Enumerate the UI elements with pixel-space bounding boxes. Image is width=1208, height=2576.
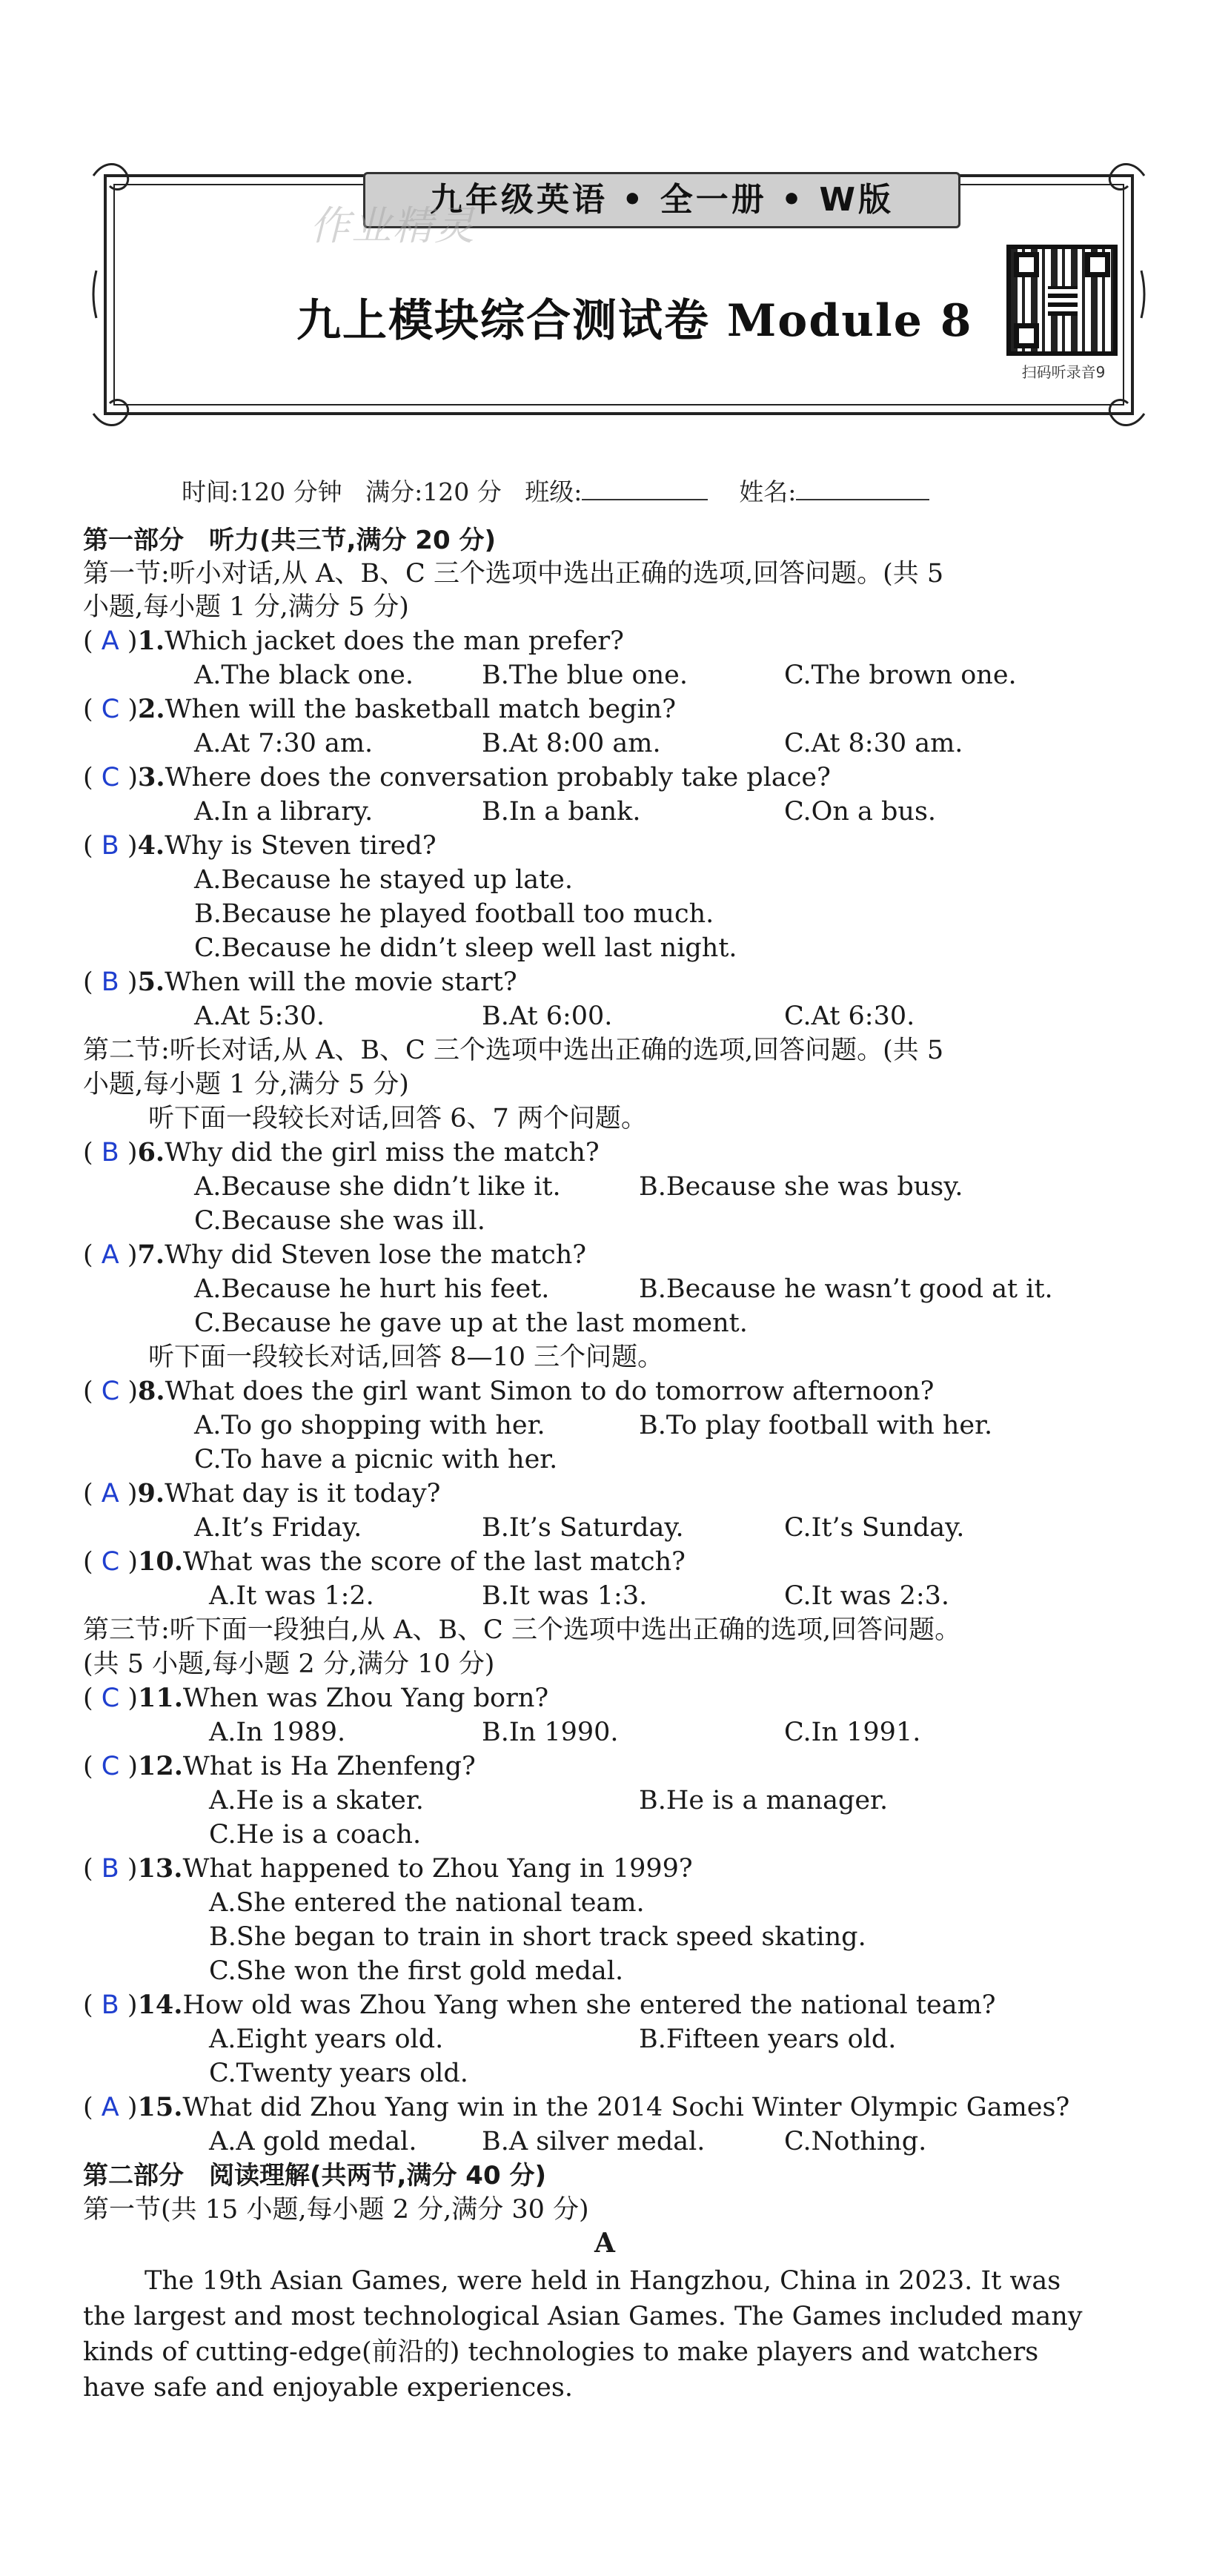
q7-option-a: A.Because he hurt his feet.	[194, 1274, 550, 1304]
q14-option-c: C.Twenty years old.	[209, 2059, 468, 2088]
q14-option-b: B.Fifteen years old.	[639, 2024, 897, 2054]
sec2-intro-1: 听下面一段较长对话,回答 6、7 两个问题。	[148, 1104, 647, 1133]
question-8: ( C )8.What does the girl want Simon to do tomorrow afternoon?	[83, 1376, 935, 1406]
q13-option-b: B.She began to train in short track speed skating.	[209, 1922, 866, 1952]
q11-option-a: A.In 1989.	[209, 1718, 346, 1747]
q7-option-b: B.Because he wasn’t good at it.	[639, 1274, 1053, 1304]
q1-option-a: A.The black one.	[194, 660, 414, 690]
part1-title: 第一部分 听力(共三节,满分 20 分)	[83, 526, 496, 555]
question-11: ( C )11.When was Zhou Yang born?	[83, 1683, 549, 1713]
q9-option-b: B.It’s Saturday.	[482, 1513, 684, 1543]
question-13: ( B )13.What happened to Zhou Yang in 1999?	[83, 1853, 693, 1884]
q14-option-a: A.Eight years old.	[209, 2024, 444, 2054]
q9-option-a: A.It’s Friday.	[194, 1513, 362, 1543]
sec3-instruction-1: 第三节:听下面一段独白,从 A、B、C 三个选项中选出正确的选项,回答问题。	[83, 1615, 961, 1645]
question-15: ( A )15.What did Zhou Yang win in the 2014 Sochi Winter Olympic Games?	[83, 2092, 1070, 2122]
sec2-instruction-1: 第二节:听长对话,从 A、B、C 三个选项中选出正确的选项,回答问题。(共 5	[83, 1036, 944, 1065]
q3-option-b: B.In a bank.	[482, 797, 641, 827]
q9-option-c: C.It’s Sunday.	[784, 1513, 965, 1543]
answer-1: A	[101, 626, 119, 656]
passage-line-1: The 19th Asian Games, were held in Hangzhou, China in 2023. It was	[145, 2266, 1061, 2296]
q10-option-a: A.It was 1:2.	[209, 1581, 374, 1611]
q10-option-b: B.It was 1:3.	[482, 1581, 648, 1611]
q5-option-a: A.At 5:30.	[194, 1001, 325, 1031]
sec2-intro-2: 听下面一段较长对话,回答 8—10 三个问题。	[148, 1342, 664, 1372]
name-label: 姓名:	[739, 477, 797, 506]
q13-option-c: C.She won the first gold medal.	[209, 1956, 624, 1986]
q3-option-a: A.In a library.	[194, 797, 374, 827]
question-7: ( A )7.Why did Steven lose the match?	[83, 1239, 587, 1270]
q2-option-a: A.At 7:30 am.	[194, 729, 374, 758]
q6-option-c: C.Because she was ill.	[194, 1206, 485, 1236]
question-1: ( A )1.Which jacket does the man prefer?	[83, 626, 624, 656]
watermark-text: 作业精灵	[310, 202, 476, 249]
q6-option-b: B.Because she was busy.	[639, 1172, 963, 1202]
qr-label: 扫码听录音9	[1021, 363, 1106, 381]
q2-option-b: B.At 8:00 am.	[482, 729, 661, 758]
q12-option-c: C.He is a coach.	[209, 1820, 422, 1850]
q2-option-c: C.At 8:30 am.	[784, 729, 963, 758]
q1-option-b: B.The blue one.	[482, 660, 688, 690]
question-10: ( C )10.What was the score of the last match?	[83, 1546, 686, 1577]
passage-line-2: the largest and most technological Asian Games. The Games included many	[83, 2302, 1083, 2331]
exam-info-line	[182, 473, 929, 508]
q15-option-a: A.A gold medal.	[209, 2127, 417, 2156]
question-2: ( C )2.When will the basketball match begin?	[83, 694, 676, 724]
passage-label: A	[594, 2228, 615, 2259]
qr-code-icon[interactable]	[1006, 245, 1118, 356]
q12-option-b: B.He is a manager.	[639, 1786, 889, 1815]
q8-option-c: C.To have a picnic with her.	[194, 1445, 558, 1474]
question-9: ( A )9.What day is it today?	[83, 1478, 441, 1509]
q7-option-c: C.Because he gave up at the last moment.	[194, 1308, 748, 1338]
class-blank[interactable]	[582, 477, 708, 500]
q11-option-b: B.In 1990.	[482, 1718, 619, 1747]
q5-option-b: B.At 6:00.	[482, 1001, 613, 1031]
part2-title: 第二部分 阅读理解(共两节,满分 40 分)	[83, 2161, 546, 2191]
q8-option-b: B.To play football with her.	[639, 1411, 993, 1440]
sec1-instruction-2: 小题,每小题 1 分,满分 5 分)	[83, 592, 409, 622]
question-5: ( B )5.When will the movie start?	[83, 967, 517, 997]
q12-option-a: A.He is a skater.	[209, 1786, 424, 1815]
q11-option-c: C.In 1991.	[784, 1718, 921, 1747]
part2-sec1-instruction: 第一节(共 15 小题,每小题 2 分,满分 30 分)	[83, 2195, 589, 2225]
score-label: 满分:120 分	[365, 477, 502, 506]
question-12: ( C )12.What is Ha Zhenfeng?	[83, 1751, 476, 1781]
q6-option-a: A.Because she didn’t like it.	[194, 1172, 561, 1202]
passage-line-3: kinds of cutting-edge(前沿的) technologies to make players and watchers	[83, 2337, 1039, 2367]
sec1-instruction-1: 第一节:听小对话,从 A、B、C 三个选项中选出正确的选项,回答问题。(共 5	[83, 559, 944, 589]
passage-line-4: have safe and enjoyable experiences.	[83, 2373, 573, 2403]
question-6: ( B )6.Why did the girl miss the match?	[83, 1137, 600, 1168]
question-3: ( C )3.Where does the conversation probably take place?	[83, 762, 831, 792]
series-banner: 九年级英语 • 全一册 • W版	[363, 172, 960, 228]
q5-option-c: C.At 6:30.	[784, 1001, 915, 1031]
q13-option-a: A.She entered the national team.	[209, 1888, 645, 1918]
question-14: ( B )14.How old was Zhou Yang when she entered the national team?	[83, 1990, 996, 2020]
name-blank[interactable]	[796, 477, 929, 500]
q4-option-a: A.Because he stayed up late.	[194, 865, 573, 895]
q15-option-b: B.A silver medal.	[482, 2127, 706, 2156]
sec2-instruction-2: 小题,每小题 1 分,满分 5 分)	[83, 1070, 409, 1099]
question-4: ( B )4.Why is Steven tired?	[83, 830, 437, 861]
class-label: 班级:	[525, 477, 583, 506]
sec3-instruction-2: (共 5 小题,每小题 2 分,满分 10 分)	[83, 1649, 495, 1679]
q3-option-c: C.On a bus.	[784, 797, 937, 827]
q8-option-a: A.To go shopping with her.	[194, 1411, 545, 1440]
q4-option-b: B.Because he played football too much.	[194, 899, 714, 929]
time-label: 时间:120 分钟	[182, 477, 342, 506]
page-title: 九上模块综合测试卷 Module 8	[296, 295, 973, 347]
q1-option-c: C.The brown one.	[784, 660, 1017, 690]
q15-option-c: C.Nothing.	[784, 2127, 927, 2156]
q4-option-c: C.Because he didn’t sleep well last night.	[194, 933, 737, 963]
q10-option-c: C.It was 2:3.	[784, 1581, 950, 1611]
